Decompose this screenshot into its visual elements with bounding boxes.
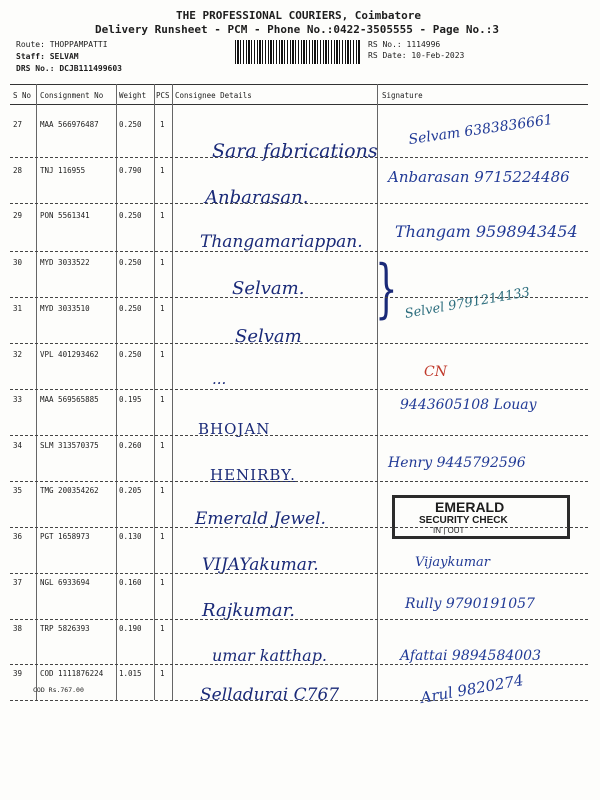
row-consignment: SLM 313570375	[40, 441, 99, 450]
row-consignee-handwritten: Rajkumar.	[202, 600, 295, 621]
cod-amount: COD Rs.767.00	[33, 686, 84, 694]
runsheet-title: Delivery Runsheet - PCM - Phone No.:0422-3505555 - Page No.:3	[95, 23, 499, 36]
row-consignment: PGT 1658973	[40, 532, 90, 541]
col-header-consignment: Consignment No	[40, 91, 104, 100]
row-pcs: 1	[160, 486, 165, 495]
row-pcs: 1	[160, 120, 165, 129]
row-consignment: TNJ 116955	[40, 166, 86, 175]
row-weight: 0.250	[119, 258, 142, 267]
col-header-weight: Weight	[119, 91, 147, 100]
row-sno: 33	[13, 395, 23, 404]
row-sno: 31	[13, 304, 23, 313]
row-sno: 29	[13, 211, 23, 220]
row-divider	[10, 481, 588, 482]
row-consignment: NGL 6933694	[40, 578, 90, 587]
stamp-line3: IN | OUT	[433, 526, 465, 535]
row-weight: 1.015	[119, 669, 142, 678]
row-pcs: 1	[160, 441, 165, 450]
row-pcs: 1	[160, 578, 165, 587]
security-stamp	[392, 495, 570, 539]
row-consignee-handwritten: Selvam.	[232, 278, 305, 299]
row-consignee-handwritten: BHOJAN	[198, 420, 271, 438]
row-consignment: PON 5561341	[40, 211, 90, 220]
row-consignment: TMG 200354262	[40, 486, 99, 495]
row-pcs: 1	[160, 395, 165, 404]
row-divider	[10, 619, 588, 620]
row-sno: 28	[13, 166, 23, 175]
row-signature: Vijaykumar	[415, 555, 490, 570]
row-pcs: 1	[160, 211, 165, 220]
row-consignment: MYD 3033510	[40, 304, 90, 313]
row-consignee-handwritten: HENIRBY.	[210, 466, 296, 484]
route-label: Route: THOPPAMPATTI	[16, 40, 108, 49]
row-divider	[10, 573, 588, 574]
row-weight: 0.160	[119, 578, 142, 587]
row-consignee-handwritten: Anbarasan.	[205, 187, 309, 208]
row-sno: 32	[13, 350, 23, 359]
column-divider	[154, 84, 155, 700]
column-divider	[36, 84, 37, 700]
row-pcs: 1	[160, 258, 165, 267]
row-consignee-handwritten: umar katthap.	[212, 646, 328, 665]
barcode-image	[235, 40, 360, 64]
drs-number: DRS No.: DCJB111499603	[16, 64, 122, 73]
row-consignee-handwritten: Selvam	[235, 326, 302, 347]
row-consignee-handwritten: ...	[212, 370, 227, 388]
row-sno: 27	[13, 120, 23, 129]
row-weight: 0.205	[119, 486, 142, 495]
col-header-pcs: PCS	[156, 91, 170, 100]
row-consignment: TRP 5826393	[40, 624, 90, 633]
row-divider	[10, 343, 588, 344]
rs-date: RS Date: 10-Feb-2023	[368, 51, 465, 60]
row-divider	[10, 157, 588, 158]
row-consignee-handwritten: Sara fabrications	[212, 140, 378, 162]
row-divider	[10, 435, 588, 436]
row-weight: 0.250	[119, 211, 142, 220]
row-divider	[10, 389, 588, 390]
row-signature: Anbarasan 9715224486	[388, 168, 570, 186]
row-pcs: 1	[160, 350, 165, 359]
row-pcs: 1	[160, 624, 165, 633]
row-divider	[10, 664, 588, 665]
row-sno: 37	[13, 578, 23, 587]
row-signature: CN	[424, 364, 447, 380]
row-weight: 0.250	[119, 350, 142, 359]
row-consignee-handwritten: Thangamariappan.	[200, 232, 363, 252]
row-consignee-handwritten: VIJAYakumar.	[202, 555, 319, 575]
row-consignee-handwritten: Emerald Jewel.	[195, 509, 326, 529]
row-consignment: COD 1111876224	[40, 669, 104, 678]
row-weight: 0.260	[119, 441, 142, 450]
row-weight: 0.790	[119, 166, 142, 175]
row-weight: 0.130	[119, 532, 142, 541]
row-weight: 0.250	[119, 120, 142, 129]
row-sno: 36	[13, 532, 23, 541]
row-sno: 35	[13, 486, 23, 495]
column-divider	[116, 84, 117, 700]
column-divider	[172, 84, 173, 700]
row-consignment: MAA 566976487	[40, 120, 99, 129]
row-sno: 39	[13, 669, 23, 678]
table-header-border	[10, 104, 588, 105]
row-sno: 38	[13, 624, 23, 633]
staff-label: Staff: SELVAM	[16, 52, 79, 61]
rs-number: RS No.: 1114996	[368, 40, 441, 49]
col-header-signature: Signature	[382, 91, 423, 100]
row-divider	[10, 251, 588, 252]
company-name: THE PROFESSIONAL COURIERS, Coimbatore	[176, 9, 422, 22]
row-divider	[10, 527, 588, 528]
row-divider	[10, 203, 588, 204]
row-sno: 30	[13, 258, 23, 267]
row-pcs: 1	[160, 532, 165, 541]
row-signature: Thangam 9598943454	[395, 222, 578, 241]
col-header-consignee: Consignee Details	[175, 91, 252, 100]
row-signature: Arul 9820274	[419, 671, 525, 707]
row-weight: 0.195	[119, 395, 142, 404]
brace-mark: }	[375, 252, 398, 326]
row-pcs: 1	[160, 166, 165, 175]
row-consignment: VPL 401293462	[40, 350, 99, 359]
row-weight: 0.250	[119, 304, 142, 313]
row-consignment: MAA 569565885	[40, 395, 99, 404]
stamp-line1: EMERALD	[435, 499, 505, 515]
row-signature: Selvam 6383836661	[407, 111, 554, 149]
row-signature: Henry 9445792596	[388, 455, 526, 471]
col-header-sno: S No	[13, 91, 32, 100]
row-signature: Afattai 9894584003	[400, 648, 541, 664]
row-pcs: 1	[160, 669, 165, 678]
row-signature: 9443605108 Louay	[400, 397, 537, 413]
row-signature: Selvel 9791214133	[403, 285, 532, 322]
row-pcs: 1	[160, 304, 165, 313]
row-sno: 34	[13, 441, 23, 450]
row-signature: Rully 9790191057	[405, 596, 535, 612]
table-bottom-border	[10, 700, 588, 701]
stamp-line2: SECURITY CHECK	[419, 515, 508, 526]
row-consignment: MYD 3033522	[40, 258, 90, 267]
row-consignee-handwritten: Selladurai C767	[200, 685, 340, 705]
table-top-border	[10, 84, 588, 85]
row-weight: 0.190	[119, 624, 142, 633]
column-divider	[377, 84, 378, 700]
